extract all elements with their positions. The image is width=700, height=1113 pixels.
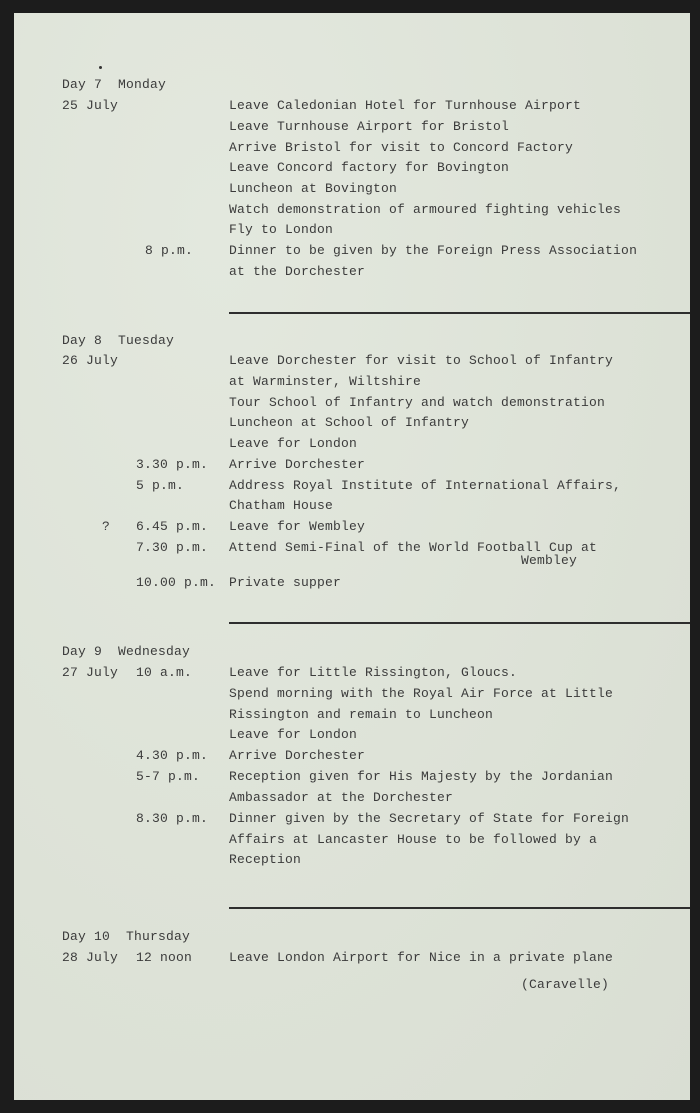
- day8-event: Address Royal Institute of International Affairs,: [229, 478, 622, 493]
- day9-item: Leave for London: [229, 727, 358, 742]
- day8-time: 6.45 p.m.: [136, 519, 209, 534]
- day10-event: Leave London Airport for Nice in a private plane: [229, 950, 614, 965]
- day7-item: Leave Turnhouse Airport for Bristol: [229, 119, 510, 134]
- day7-item: Leave Caledonian Hotel for Turnhouse Airport: [229, 98, 582, 113]
- query-mark: ?: [102, 519, 111, 534]
- day8-time: 10.00 p.m.: [136, 575, 217, 590]
- day8-date: 26 July: [62, 353, 119, 368]
- day9-event: Ambassador at the Dorchester: [229, 790, 454, 805]
- day9-item: Spend morning with the Royal Air Force at Little: [229, 686, 614, 701]
- day7-heading: Day 7 Monday: [62, 77, 167, 92]
- day7-item: Luncheon at Bovington: [229, 181, 398, 196]
- day8-item: Leave for London: [229, 436, 358, 451]
- day8-event: Leave for Wembley: [229, 519, 366, 534]
- divider: [229, 312, 690, 314]
- day8-item: Leave Dorchester for visit to School of Infantry: [229, 353, 614, 368]
- day7-date: 25 July: [62, 98, 119, 113]
- day8-time: 7.30 p.m.: [136, 540, 209, 555]
- day9-time: 8.30 p.m.: [136, 811, 209, 826]
- divider: [229, 907, 690, 909]
- day8-event: Arrive Dorchester: [229, 457, 366, 472]
- day8-time: 5 p.m.: [136, 478, 185, 493]
- day7-item: Fly to London: [229, 222, 334, 237]
- day10-date: 28 July: [62, 950, 119, 965]
- day9-heading: Day 9 Wednesday: [62, 644, 191, 659]
- day9-date: 27 July: [62, 665, 119, 680]
- day9-event: Reception given for His Majesty by the Jordanian: [229, 769, 614, 784]
- day9-event: Leave for Little Rissington, Gloucs.: [229, 665, 518, 680]
- day7-item: Arrive Bristol for visit to Concord Factory: [229, 140, 574, 155]
- day8-heading: Day 8 Tuesday: [62, 333, 175, 348]
- day9-item: Rissington and remain to Luncheon: [229, 707, 494, 722]
- day10-heading: Day 10 Thursday: [62, 929, 191, 944]
- divider: [229, 622, 690, 624]
- day8-event: Private supper: [229, 575, 342, 590]
- day8-event: Chatham House: [229, 498, 334, 513]
- day8-event: Wembley: [521, 553, 578, 568]
- day7-dinner-line: at the Dorchester: [229, 264, 366, 279]
- day10-time: 12 noon: [136, 950, 193, 965]
- day8-item: at Warminster, Wiltshire: [229, 374, 422, 389]
- day9-event: Affairs at Lancaster House to be followed by a: [229, 832, 598, 847]
- day7-dinner-time: 8 p.m.: [145, 243, 194, 258]
- day7-dinner-line: Dinner to be given by the Foreign Press Association: [229, 243, 638, 258]
- day7-item: Watch demonstration of armoured fighting vehicles: [229, 202, 622, 217]
- day9-event: Reception: [229, 852, 302, 867]
- day10-note: (Caravelle): [521, 977, 610, 992]
- day9-time: 4.30 p.m.: [136, 748, 209, 763]
- day8-time: 3.30 p.m.: [136, 457, 209, 472]
- ink-mark: [99, 66, 102, 69]
- day9-time: 5-7 p.m.: [136, 769, 201, 784]
- day7-item: Leave Concord factory for Bovington: [229, 160, 510, 175]
- day9-event: Arrive Dorchester: [229, 748, 366, 763]
- day8-event: Attend Semi-Final of the World Football Cup at: [229, 540, 598, 555]
- day9-time: 10 a.m.: [136, 665, 193, 680]
- day8-item: Tour School of Infantry and watch demonstration: [229, 395, 606, 410]
- day8-item: Luncheon at School of Infantry: [229, 415, 470, 430]
- day9-event: Dinner given by the Secretary of State for Foreign: [229, 811, 630, 826]
